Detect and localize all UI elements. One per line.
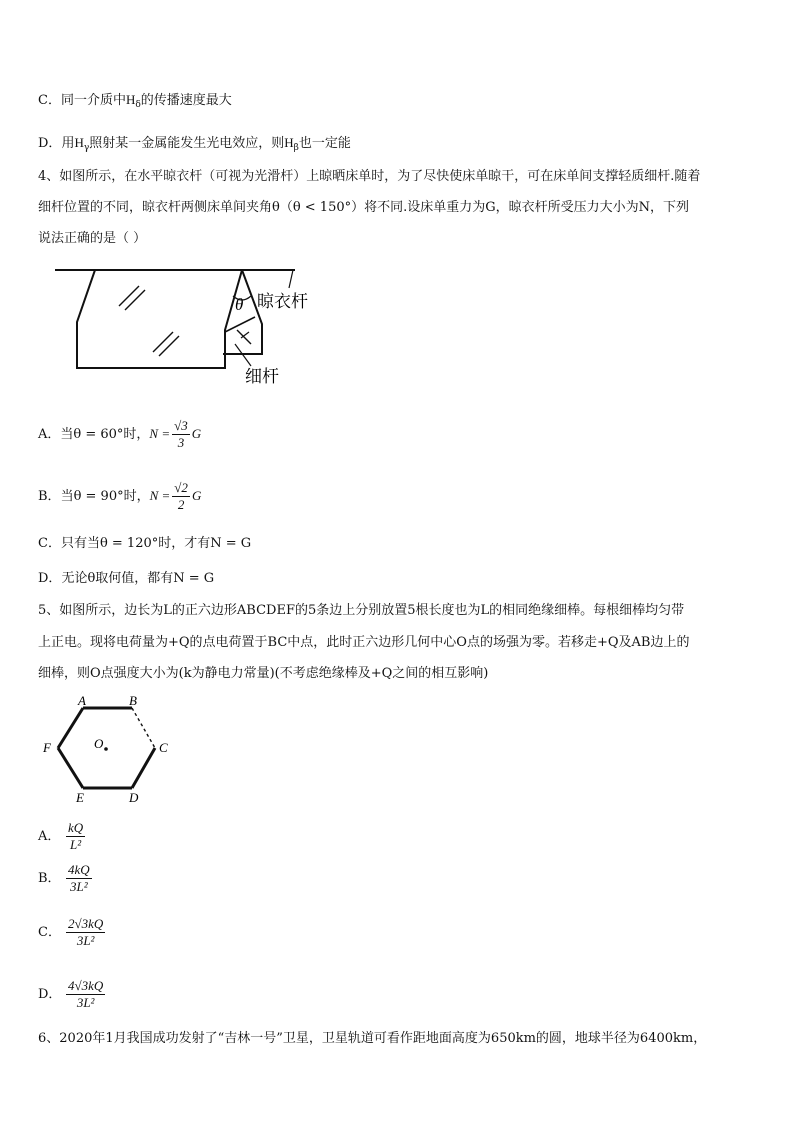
theta-label: θ bbox=[235, 295, 244, 314]
q4-option-a: A．当θ = 60°时，N = $\frac{√3}{3}$ G bbox=[38, 418, 202, 450]
q4-stem-line3: 说法正确的是（ ） bbox=[38, 231, 147, 246]
q3-option-c: C．同一介质中$H_\delta$的传播速度最大 bbox=[38, 92, 232, 110]
q4-figure bbox=[55, 262, 355, 388]
q4-stem-line2: 细杆位置的不同，晾衣杆两侧床单间夹角θ（θ < 150°）将不同.设床单重力为G，晾衣杆所受压力大小为N，下列 bbox=[38, 200, 690, 215]
vertex-c: C bbox=[159, 740, 168, 755]
q6-stem-line1: 6、2020年1月我国成功发射了“吉林一号”卫星，卫星轨道可看作距地面高度为650km的圆，地球半径为6400km， bbox=[38, 1031, 707, 1046]
q3-option-d: D．用$H_\gamma$照射某一金属能发生光电效应，则$H_\beta$也一定能 bbox=[38, 135, 351, 153]
q5-option-d: D． $\frac{4√3kQ}{\text{3L²}}$ bbox=[38, 978, 104, 1010]
q4-stem-line1: 4、如图所示，在水平晾衣杆（可视为光滑杆）上晾晒床单时，为了尽快使床单晾干，可在床单间支撑轻质细杆.随着 bbox=[38, 169, 701, 184]
fraction: $\frac{4kQ}{\text{3L²}}$ bbox=[68, 862, 90, 894]
fraction: $\frac{2√3kQ}{\text{3L²}}$ bbox=[68, 916, 104, 948]
vertex-f: F bbox=[43, 740, 51, 755]
q5-option-b: B． $\frac{4kQ}{\text{3L²}}$ bbox=[38, 862, 90, 894]
fraction: $\frac{4√3kQ}{\text{3L²}}$ bbox=[68, 978, 104, 1010]
q5-option-a: A． $\frac{kQ}{\text{L²}}$ bbox=[38, 820, 84, 852]
q4-option-d: D．无论θ取何值，都有N = G bbox=[38, 571, 215, 586]
q5-option-c: C． $\frac{2√3kQ}{\text{3L²}}$ bbox=[38, 916, 104, 948]
vertex-b: B bbox=[129, 694, 137, 708]
vertex-e: E bbox=[76, 790, 84, 805]
option-label: C． bbox=[38, 93, 61, 108]
center-o: O bbox=[94, 736, 104, 751]
q5-stem-line1: 5、如图所示，边长为L的正六边形ABCDEF的5条边上分别放置5根长度也为L的相同绝缘细棒。每根细棒均匀带 bbox=[38, 603, 685, 618]
q5-stem-line3: 细棒，则O点强度大小为(k为静电力常量)(不考虑绝缘棒及+Q之间的相互影响) bbox=[38, 666, 489, 681]
fraction: $\frac{kQ}{\text{L²}}$ bbox=[68, 820, 84, 852]
q4-option-b: B．当θ = 90°时，N = $\frac{√2}{2}$ G bbox=[38, 480, 202, 512]
q5-stem-line2: 上正电。现将电荷量为+Q的点电荷置于BC中点，此时正六边形几何中心O点的场强为零。若移走+Q及AB边上的 bbox=[38, 635, 690, 650]
rod-label: 晾衣杆 bbox=[257, 292, 308, 312]
option-label: D． bbox=[38, 136, 62, 151]
q5-hexagon-figure bbox=[38, 694, 178, 808]
q4-option-c: C．只有当θ = 120°时，才有N = G bbox=[38, 536, 252, 551]
fraction: $\frac{√3}{3}$ bbox=[174, 418, 188, 450]
stick-label: 细杆 bbox=[245, 367, 279, 387]
vertex-d: D bbox=[129, 790, 139, 805]
fraction: $\frac{√2}{2}$ bbox=[174, 480, 188, 512]
vertex-a: A bbox=[78, 694, 86, 708]
